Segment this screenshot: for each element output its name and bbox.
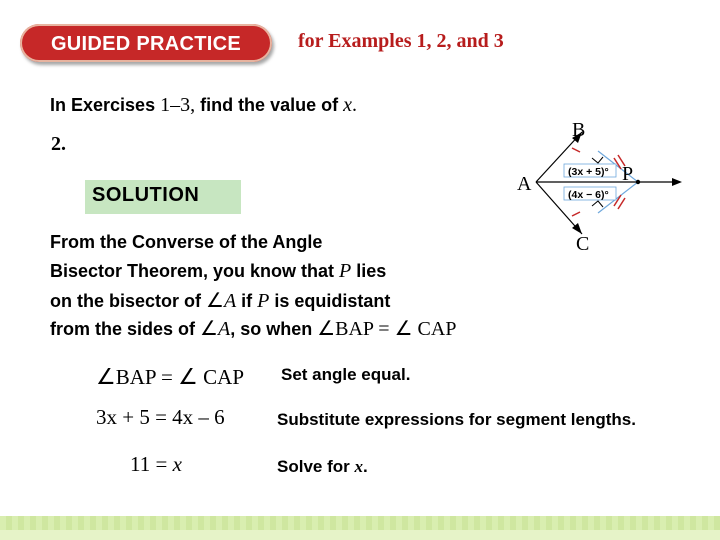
right-angle-mark-bottom (592, 201, 603, 207)
instructions-middle: find the value of (195, 95, 344, 115)
tick-ac-1 (572, 212, 580, 216)
vertex-b-label: B (572, 119, 586, 141)
paragraph-line-3 (50, 288, 390, 313)
footer-band (0, 530, 720, 540)
paragraph-line-2 (50, 260, 386, 283)
solution-label: SOLUTION (92, 184, 200, 206)
step-1-note: Set angle equal. (281, 365, 411, 384)
paragraph-line-1 (50, 232, 322, 253)
instructions-range: 1–3, (160, 94, 196, 116)
angle-icon: ∠ (96, 364, 116, 389)
angle-bisector-figure (500, 106, 700, 256)
expr-top: (3x + 5)° (568, 166, 609, 178)
step-2-note: Substitute expressions for segment lengths. (277, 410, 636, 429)
p3-text-b: if (236, 291, 258, 311)
step-3-note-text: Solve for (277, 457, 355, 476)
step-1-right: CAP (197, 365, 244, 389)
footer-stripe (0, 516, 720, 530)
p4-bap: BAP = (335, 318, 395, 340)
step-3-var: x (172, 452, 182, 476)
step-3-equation (130, 452, 182, 477)
p1-text: From the Converse of the Angle (50, 232, 323, 252)
instructions-prefix: In Exercises (50, 95, 161, 115)
p3-text-a: on the bisector of (50, 291, 207, 311)
tick-ab-1 (572, 148, 580, 152)
step-3-note-end: . (362, 457, 368, 476)
p4-cap: CAP (412, 318, 457, 340)
angle-icon: ∠ (178, 364, 198, 389)
angle-icon: ∠ (206, 290, 224, 312)
angle-icon: ∠ (200, 318, 218, 340)
step-1-left: BAP = (115, 365, 179, 389)
vertex-a-label: A (517, 173, 532, 195)
expr-bottom: (4x − 6)° (568, 189, 609, 201)
banner-subtitle: for Examples 1, 2, and 3 (298, 30, 504, 52)
step-1-equation (96, 364, 244, 390)
p4-text-a: from the sides of (50, 319, 201, 339)
point-p (636, 180, 640, 184)
arrowhead-ap (672, 178, 682, 186)
tick-pc-2 (618, 198, 625, 209)
p3-var-a: A (223, 290, 237, 312)
p2-text-a: Bisector Theorem, you know that (50, 261, 340, 281)
paragraph-line-4 (50, 316, 456, 341)
step-3-left: 11 = (130, 452, 173, 476)
step-2-equation: 3x + 5 = 4x – 6 (96, 405, 225, 429)
p2-text-b: lies (351, 261, 387, 281)
p4-text-b: , so when (230, 319, 318, 339)
p3-text-c: is equidistant (269, 291, 391, 311)
step-3-note (277, 457, 368, 477)
exercise-number: 2. (51, 133, 66, 155)
angle-icon: ∠ (394, 318, 413, 340)
guided-practice-label: GUIDED PRACTICE (50, 33, 242, 55)
right-angle-mark-top (592, 157, 603, 163)
instructions-variable: x (343, 94, 352, 116)
step-3-note-var: x (354, 457, 363, 476)
angle-icon: ∠ (317, 318, 336, 340)
vertex-c-label: C (576, 233, 590, 255)
vertex-p-label: P (622, 163, 634, 185)
p4-var-a: A (217, 318, 231, 340)
exercise-instructions (50, 94, 357, 117)
p3-var-p: P (257, 290, 270, 312)
instructions-end: . (351, 94, 357, 116)
p2-var-p: P (339, 260, 352, 282)
